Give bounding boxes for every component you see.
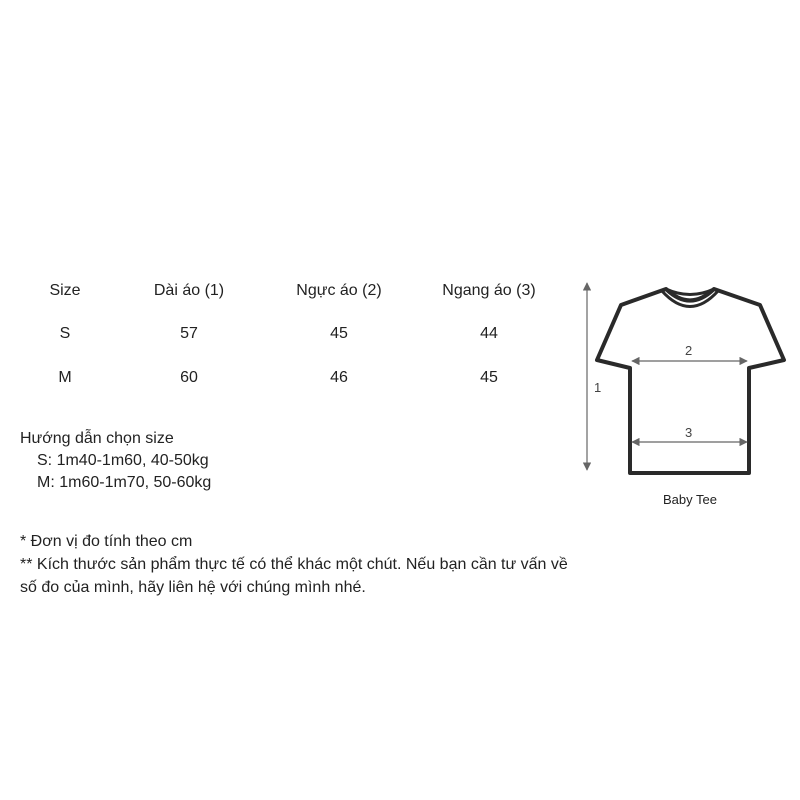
- size-guide: [20, 428, 211, 494]
- header-chest: Ngực áo (2): [296, 282, 382, 299]
- table-cell: 44: [480, 325, 498, 342]
- table-cell: S: [59, 325, 71, 342]
- table-cell: 46: [330, 369, 348, 386]
- table-cell: 57: [180, 325, 198, 342]
- size-guide-title: Hướng dẫn chọn size: [20, 430, 174, 447]
- chest-label: 2: [685, 343, 693, 358]
- note-disclaimer: ** Kích thước sản phẩm thực tế có thể khác một chút. Nếu bạn cần tư vấn về số đo của mình, hãy liên hệ với chúng mình nhé.: [20, 556, 568, 596]
- header-size: Size: [49, 282, 81, 299]
- length-label: 1: [594, 380, 602, 395]
- notes: [20, 530, 580, 599]
- header-width: Ngang áo (3): [442, 282, 536, 299]
- width-label: 3: [685, 425, 693, 440]
- diagram-caption: Baby Tee: [663, 492, 717, 507]
- tshirt-outline-icon: [597, 289, 784, 473]
- table-cell: M: [58, 369, 72, 386]
- tshirt-diagram: [570, 270, 800, 520]
- table-cell: 60: [180, 369, 198, 386]
- table-cell: 45: [330, 325, 348, 342]
- header-length: Dài áo (1): [153, 282, 225, 299]
- table-cell: 45: [480, 369, 498, 386]
- size-guide-item: M: 1m60-1m70, 50-60kg: [37, 474, 212, 491]
- size-guide-item: S: 1m40-1m60, 40-50kg: [37, 452, 209, 469]
- note-unit: * Đơn vị đo tính theo cm: [20, 533, 193, 550]
